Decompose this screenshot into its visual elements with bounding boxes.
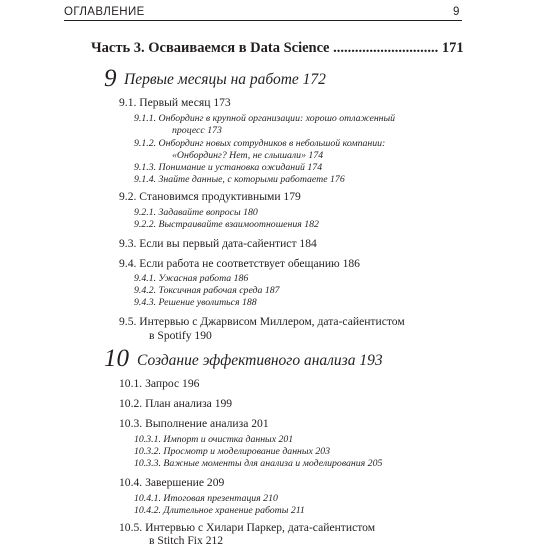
chapter-title[interactable]: Создание эффективного анализа 193 (137, 352, 383, 369)
toc-section[interactable]: 9.4. Если работа не соответствует обещанию 186 (119, 257, 360, 270)
toc-section[interactable]: 10.3. Выполнение анализа 201 (119, 417, 269, 430)
toc-subsection[interactable]: 10.3.3. Важные моменты для анализа и моделирования 205 (134, 458, 383, 469)
toc-section-cont[interactable]: в Stitch Fix 212 (149, 534, 224, 547)
toc-subsection[interactable]: 10.4.2. Длительное хранение работы 211 (134, 505, 305, 516)
toc-section[interactable]: 9.1. Первый месяц 173 (119, 96, 231, 109)
toc-subsection-cont[interactable]: процесс 173 (172, 125, 222, 136)
toc-subsection[interactable]: 9.4.1. Ужасная работа 186 (134, 273, 249, 284)
part-heading[interactable]: Часть 3. Осваиваемся в Data Science ............................. 171 (91, 40, 464, 56)
toc-subsection[interactable]: 9.1.2. Онбординг новых сотрудников в небольшой компании: (134, 138, 386, 149)
toc-subsection[interactable]: 10.3.1. Импорт и очистка данных 201 (134, 434, 294, 445)
toc-section[interactable]: 10.2. План анализа 199 (119, 397, 233, 410)
chapter-number: 10 (104, 345, 129, 372)
toc-section[interactable]: 9.3. Если вы первый дата-сайентист 184 (119, 237, 317, 250)
toc-section[interactable]: 9.2. Становимся продуктивными 179 (119, 190, 301, 203)
header-rule (64, 20, 462, 21)
toc-subsection[interactable]: 9.4.3. Решение уволиться 188 (134, 297, 257, 308)
toc-section[interactable]: 9.5. Интервью с Джарвисом Миллером, дата-сайентистом (119, 315, 405, 328)
running-head-title: ОГЛАВЛЕНИЕ (64, 6, 145, 18)
toc-subsection[interactable]: 9.2.2. Выстраивайте взаимоотношения 182 (134, 219, 319, 230)
toc-subsection-cont[interactable]: «Онбординг? Нет, не слышали» 174 (172, 150, 324, 161)
chapter-title[interactable]: Первые месяцы на работе 172 (124, 71, 326, 88)
chapter-number: 9 (104, 65, 117, 92)
toc-subsection[interactable]: 9.2.1. Задавайте вопросы 180 (134, 207, 258, 218)
toc-section[interactable]: 10.1. Запрос 196 (119, 377, 200, 390)
toc-subsection[interactable]: 9.1.1. Онбординг в крупной организации: хорошо отлаженный (134, 113, 396, 124)
toc-subsection[interactable]: 10.4.1. Итоговая презентация 210 (134, 493, 278, 504)
toc-subsection[interactable]: 9.1.4. Знайте данные, с которыми работаете 176 (134, 174, 345, 185)
toc-section-cont[interactable]: в Spotify 190 (149, 329, 212, 342)
toc-section[interactable]: 10.5. Интервью с Хилари Паркер, дата-сайентистом (119, 521, 376, 534)
toc-section[interactable]: 10.4. Завершение 209 (119, 476, 225, 489)
toc-subsection[interactable]: 9.1.3. Понимание и установка ожиданий 174 (134, 162, 323, 173)
toc-subsection[interactable]: 9.4.2. Токсичная рабочая среда 187 (134, 285, 280, 296)
page-number: 9 (453, 6, 460, 18)
toc-subsection[interactable]: 10.3.2. Просмотр и моделирование данных 203 (134, 446, 331, 457)
